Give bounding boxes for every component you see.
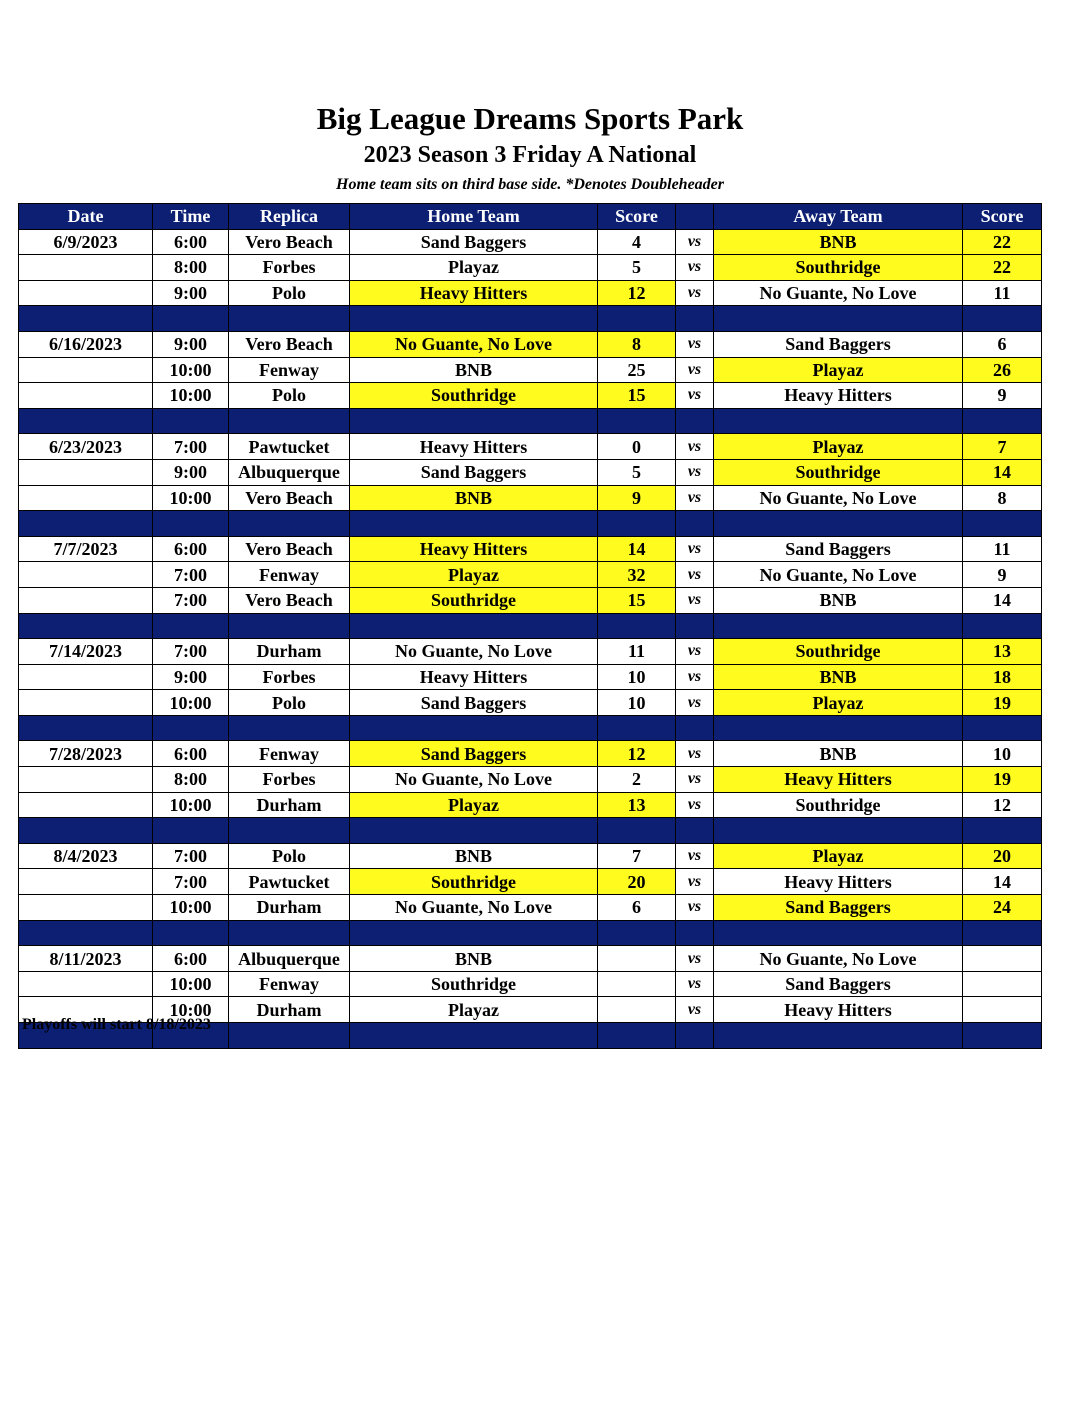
- home-team: Sand Baggers: [350, 459, 598, 485]
- home-score: 5: [598, 459, 676, 485]
- home-team: Heavy Hitters: [350, 664, 598, 690]
- game-row: [19, 459, 1042, 485]
- separator-cell: [714, 408, 963, 434]
- game-date: 7/7/2023: [19, 536, 153, 562]
- game-time: 10:00: [153, 383, 229, 409]
- separator-cell: [153, 306, 229, 332]
- vs-label: vs: [676, 331, 714, 357]
- separator-cell: [676, 920, 714, 946]
- away-score: 20: [963, 843, 1042, 869]
- home-team: Playaz: [350, 997, 598, 1023]
- game-date: [19, 767, 153, 793]
- away-score: 8: [963, 485, 1042, 511]
- game-time: 10:00: [153, 895, 229, 921]
- schedule-note: Home team sits on third base side. *Denotes Doubleheader: [336, 176, 724, 193]
- game-time: 9:00: [153, 280, 229, 306]
- game-replica: Polo: [229, 280, 350, 306]
- home-score: 13: [598, 792, 676, 818]
- game-date: [19, 357, 153, 383]
- schedule-table: [18, 203, 1042, 1049]
- vs-label: vs: [676, 587, 714, 613]
- game-row: [19, 792, 1042, 818]
- separator-cell: [676, 1023, 714, 1049]
- game-replica: Polo: [229, 383, 350, 409]
- week-separator: [19, 613, 1042, 639]
- game-time: 10:00: [153, 690, 229, 716]
- home-team: No Guante, No Love: [350, 331, 598, 357]
- game-replica: Vero Beach: [229, 331, 350, 357]
- vs-label: vs: [676, 869, 714, 895]
- game-time: 10:00: [153, 792, 229, 818]
- vs-label: vs: [676, 459, 714, 485]
- separator-cell: [19, 306, 153, 332]
- away-team: Heavy Hitters: [714, 383, 963, 409]
- away-score: 19: [963, 690, 1042, 716]
- home-team: Playaz: [350, 255, 598, 281]
- game-row: [19, 946, 1042, 972]
- game-date: 8/4/2023: [19, 843, 153, 869]
- separator-cell: [229, 715, 350, 741]
- separator-cell: [963, 511, 1042, 537]
- game-date: [19, 459, 153, 485]
- away-score: 13: [963, 639, 1042, 665]
- game-time: 9:00: [153, 459, 229, 485]
- separator-cell: [598, 511, 676, 537]
- separator-cell: [350, 920, 598, 946]
- home-score: 14: [598, 536, 676, 562]
- vs-label: vs: [676, 639, 714, 665]
- separator-cell: [963, 920, 1042, 946]
- vs-label: vs: [676, 383, 714, 409]
- game-row: [19, 331, 1042, 357]
- vs-label: vs: [676, 792, 714, 818]
- title-block: [0, 100, 1060, 198]
- away-score: 7: [963, 434, 1042, 460]
- home-team: Southridge: [350, 383, 598, 409]
- away-score: 6: [963, 331, 1042, 357]
- away-score: 18: [963, 664, 1042, 690]
- separator-cell: [153, 511, 229, 537]
- home-score: [598, 997, 676, 1023]
- col-away-score: Score: [963, 204, 1042, 230]
- game-time: 8:00: [153, 767, 229, 793]
- away-team: BNB: [714, 587, 963, 613]
- game-date: [19, 587, 153, 613]
- game-replica: Pawtucket: [229, 869, 350, 895]
- separator-cell: [229, 408, 350, 434]
- game-date: [19, 664, 153, 690]
- game-replica: Vero Beach: [229, 229, 350, 255]
- separator-cell: [19, 920, 153, 946]
- away-team: Sand Baggers: [714, 971, 963, 997]
- home-score: 2: [598, 767, 676, 793]
- game-time: 6:00: [153, 536, 229, 562]
- separator-cell: [350, 818, 598, 844]
- separator-cell: [19, 408, 153, 434]
- col-away-team: Away Team: [714, 204, 963, 230]
- header-row: [19, 204, 1042, 230]
- separator-cell: [598, 1023, 676, 1049]
- game-row: [19, 357, 1042, 383]
- game-date: [19, 869, 153, 895]
- col-home-score: Score: [598, 204, 676, 230]
- game-replica: Fenway: [229, 741, 350, 767]
- game-time: 10:00: [153, 971, 229, 997]
- week-separator: [19, 920, 1042, 946]
- away-score: 26: [963, 357, 1042, 383]
- col-time: Time: [153, 204, 229, 230]
- home-score: 15: [598, 383, 676, 409]
- vs-label: vs: [676, 690, 714, 716]
- vs-label: vs: [676, 280, 714, 306]
- game-time: 10:00: [153, 997, 229, 1023]
- game-replica: Forbes: [229, 664, 350, 690]
- game-row: [19, 587, 1042, 613]
- game-date: [19, 255, 153, 281]
- away-team: BNB: [714, 229, 963, 255]
- game-date: 8/11/2023: [19, 946, 153, 972]
- away-score: 14: [963, 869, 1042, 895]
- game-time: 6:00: [153, 741, 229, 767]
- away-team: Playaz: [714, 357, 963, 383]
- away-team: Playaz: [714, 434, 963, 460]
- separator-cell: [676, 408, 714, 434]
- separator-cell: [714, 1023, 963, 1049]
- away-team: Heavy Hitters: [714, 869, 963, 895]
- away-team: BNB: [714, 741, 963, 767]
- separator-cell: [350, 715, 598, 741]
- game-time: 6:00: [153, 946, 229, 972]
- separator-cell: [153, 613, 229, 639]
- vs-label: vs: [676, 946, 714, 972]
- game-replica: Polo: [229, 690, 350, 716]
- vs-label: vs: [676, 434, 714, 460]
- home-team: BNB: [350, 843, 598, 869]
- vs-label: vs: [676, 485, 714, 511]
- game-row: [19, 280, 1042, 306]
- game-time: 10:00: [153, 357, 229, 383]
- home-team: Sand Baggers: [350, 690, 598, 716]
- game-row: [19, 690, 1042, 716]
- col-home-team: Home Team: [350, 204, 598, 230]
- separator-cell: [229, 920, 350, 946]
- home-score: 8: [598, 331, 676, 357]
- game-time: 7:00: [153, 587, 229, 613]
- game-time: 10:00: [153, 485, 229, 511]
- game-replica: Albuquerque: [229, 459, 350, 485]
- home-score: 0: [598, 434, 676, 460]
- home-score: [598, 971, 676, 997]
- away-score: 9: [963, 383, 1042, 409]
- game-replica: Durham: [229, 639, 350, 665]
- game-date: [19, 280, 153, 306]
- home-team: Southridge: [350, 869, 598, 895]
- home-score: 5: [598, 255, 676, 281]
- vs-label: vs: [676, 255, 714, 281]
- game-replica: Vero Beach: [229, 587, 350, 613]
- separator-cell: [229, 511, 350, 537]
- away-score: 12: [963, 792, 1042, 818]
- game-replica: Fenway: [229, 971, 350, 997]
- game-row: [19, 383, 1042, 409]
- home-team: Playaz: [350, 562, 598, 588]
- home-score: 10: [598, 690, 676, 716]
- separator-cell: [350, 613, 598, 639]
- away-team: No Guante, No Love: [714, 485, 963, 511]
- schedule-body: [19, 229, 1042, 1048]
- game-time: 8:00: [153, 255, 229, 281]
- separator-cell: [153, 715, 229, 741]
- game-date: [19, 690, 153, 716]
- separator-cell: [963, 818, 1042, 844]
- home-team: No Guante, No Love: [350, 767, 598, 793]
- vs-label: vs: [676, 895, 714, 921]
- separator-cell: [963, 1023, 1042, 1049]
- home-team: Southridge: [350, 587, 598, 613]
- separator-cell: [963, 715, 1042, 741]
- vs-label: vs: [676, 971, 714, 997]
- vs-label: vs: [676, 229, 714, 255]
- game-date: 7/14/2023: [19, 639, 153, 665]
- separator-cell: [229, 613, 350, 639]
- away-team: BNB: [714, 664, 963, 690]
- game-time: 6:00: [153, 229, 229, 255]
- home-score: 15: [598, 587, 676, 613]
- playoffs-note: Playoffs will start 8/18/2023: [22, 1016, 211, 1033]
- week-separator: [19, 511, 1042, 537]
- home-score: 12: [598, 741, 676, 767]
- separator-cell: [714, 613, 963, 639]
- away-score: 24: [963, 895, 1042, 921]
- separator-cell: [598, 715, 676, 741]
- home-team: BNB: [350, 946, 598, 972]
- game-replica: Fenway: [229, 562, 350, 588]
- separator-cell: [676, 613, 714, 639]
- game-replica: Forbes: [229, 255, 350, 281]
- away-team: Sand Baggers: [714, 331, 963, 357]
- separator-cell: [676, 511, 714, 537]
- game-row: [19, 434, 1042, 460]
- separator-cell: [963, 613, 1042, 639]
- away-score: [963, 971, 1042, 997]
- separator-cell: [676, 306, 714, 332]
- away-score: 11: [963, 280, 1042, 306]
- col-replica: Replica: [229, 204, 350, 230]
- separator-cell: [598, 408, 676, 434]
- game-date: 6/9/2023: [19, 229, 153, 255]
- home-score: 9: [598, 485, 676, 511]
- home-score: 12: [598, 280, 676, 306]
- game-row: [19, 485, 1042, 511]
- separator-cell: [676, 818, 714, 844]
- separator-cell: [714, 818, 963, 844]
- away-score: 10: [963, 741, 1042, 767]
- week-separator: [19, 306, 1042, 332]
- away-score: 14: [963, 459, 1042, 485]
- game-date: [19, 895, 153, 921]
- home-team: BNB: [350, 485, 598, 511]
- separator-cell: [19, 511, 153, 537]
- game-replica: Durham: [229, 895, 350, 921]
- separator-cell: [676, 715, 714, 741]
- home-team: No Guante, No Love: [350, 895, 598, 921]
- separator-cell: [598, 920, 676, 946]
- game-time: 7:00: [153, 843, 229, 869]
- away-team: Sand Baggers: [714, 536, 963, 562]
- game-row: [19, 639, 1042, 665]
- separator-cell: [963, 306, 1042, 332]
- game-date: [19, 971, 153, 997]
- vs-label: vs: [676, 664, 714, 690]
- away-team: Playaz: [714, 843, 963, 869]
- home-team: Southridge: [350, 971, 598, 997]
- separator-cell: [598, 818, 676, 844]
- home-team: BNB: [350, 357, 598, 383]
- game-replica: Durham: [229, 997, 350, 1023]
- separator-cell: [350, 408, 598, 434]
- separator-cell: [153, 408, 229, 434]
- home-team: Sand Baggers: [350, 229, 598, 255]
- game-replica: Fenway: [229, 357, 350, 383]
- home-team: No Guante, No Love: [350, 639, 598, 665]
- separator-cell: [153, 818, 229, 844]
- away-score: 19: [963, 767, 1042, 793]
- week-separator: [19, 408, 1042, 434]
- vs-label: vs: [676, 562, 714, 588]
- home-score: 10: [598, 664, 676, 690]
- home-score: 11: [598, 639, 676, 665]
- game-time: 7:00: [153, 434, 229, 460]
- game-replica: Vero Beach: [229, 536, 350, 562]
- vs-label: vs: [676, 536, 714, 562]
- game-row: [19, 869, 1042, 895]
- game-row: [19, 971, 1042, 997]
- game-date: [19, 485, 153, 511]
- away-team: Sand Baggers: [714, 895, 963, 921]
- away-team: No Guante, No Love: [714, 562, 963, 588]
- separator-cell: [19, 715, 153, 741]
- game-replica: Polo: [229, 843, 350, 869]
- col-vs: [676, 204, 714, 230]
- home-score: 20: [598, 869, 676, 895]
- game-row: [19, 255, 1042, 281]
- game-time: 7:00: [153, 639, 229, 665]
- away-score: 22: [963, 255, 1042, 281]
- col-date: Date: [19, 204, 153, 230]
- separator-cell: [714, 715, 963, 741]
- game-replica: Durham: [229, 792, 350, 818]
- separator-cell: [19, 613, 153, 639]
- week-separator: [19, 818, 1042, 844]
- home-score: 4: [598, 229, 676, 255]
- game-row: [19, 664, 1042, 690]
- away-score: 14: [963, 587, 1042, 613]
- away-team: Southridge: [714, 459, 963, 485]
- vs-label: vs: [676, 741, 714, 767]
- home-team: Heavy Hitters: [350, 280, 598, 306]
- game-row: [19, 536, 1042, 562]
- away-team: Playaz: [714, 690, 963, 716]
- game-date: [19, 562, 153, 588]
- separator-cell: [714, 920, 963, 946]
- home-team: Sand Baggers: [350, 741, 598, 767]
- game-row: [19, 741, 1042, 767]
- vs-label: vs: [676, 357, 714, 383]
- week-separator: [19, 715, 1042, 741]
- vs-label: vs: [676, 843, 714, 869]
- away-team: Southridge: [714, 639, 963, 665]
- game-replica: Vero Beach: [229, 485, 350, 511]
- away-team: Heavy Hitters: [714, 997, 963, 1023]
- game-time: 9:00: [153, 331, 229, 357]
- home-score: [598, 946, 676, 972]
- away-team: Southridge: [714, 792, 963, 818]
- game-replica: Forbes: [229, 767, 350, 793]
- game-row: [19, 767, 1042, 793]
- game-date: [19, 792, 153, 818]
- separator-cell: [229, 306, 350, 332]
- separator-cell: [963, 408, 1042, 434]
- separator-cell: [229, 818, 350, 844]
- vs-label: vs: [676, 997, 714, 1023]
- game-time: 7:00: [153, 869, 229, 895]
- game-date: 7/28/2023: [19, 741, 153, 767]
- separator-cell: [229, 1023, 350, 1049]
- game-replica: Albuquerque: [229, 946, 350, 972]
- game-time: 9:00: [153, 664, 229, 690]
- game-row: [19, 895, 1042, 921]
- page-subtitle: 2023 Season 3 Friday A National: [363, 142, 697, 168]
- away-score: 22: [963, 229, 1042, 255]
- game-date: 6/23/2023: [19, 434, 153, 460]
- away-team: No Guante, No Love: [714, 280, 963, 306]
- separator-cell: [598, 306, 676, 332]
- home-team: Heavy Hitters: [350, 536, 598, 562]
- vs-label: vs: [676, 767, 714, 793]
- away-score: 11: [963, 536, 1042, 562]
- separator-cell: [350, 1023, 598, 1049]
- home-team: Heavy Hitters: [350, 434, 598, 460]
- away-score: [963, 946, 1042, 972]
- game-row: [19, 229, 1042, 255]
- away-score: [963, 997, 1042, 1023]
- home-score: 7: [598, 843, 676, 869]
- separator-cell: [350, 306, 598, 332]
- away-team: Southridge: [714, 255, 963, 281]
- game-replica: Pawtucket: [229, 434, 350, 460]
- game-date: 6/16/2023: [19, 331, 153, 357]
- game-time: 7:00: [153, 562, 229, 588]
- game-row: [19, 562, 1042, 588]
- page-title: Big League Dreams Sports Park: [316, 101, 744, 136]
- game-date: [19, 383, 153, 409]
- separator-cell: [153, 920, 229, 946]
- away-team: No Guante, No Love: [714, 946, 963, 972]
- home-score: 6: [598, 895, 676, 921]
- separator-cell: [19, 818, 153, 844]
- home-team: Playaz: [350, 792, 598, 818]
- home-score: 25: [598, 357, 676, 383]
- away-team: Heavy Hitters: [714, 767, 963, 793]
- separator-cell: [350, 511, 598, 537]
- separator-cell: [714, 511, 963, 537]
- game-row: [19, 843, 1042, 869]
- separator-cell: [714, 306, 963, 332]
- away-score: 9: [963, 562, 1042, 588]
- home-score: 32: [598, 562, 676, 588]
- separator-cell: [598, 613, 676, 639]
